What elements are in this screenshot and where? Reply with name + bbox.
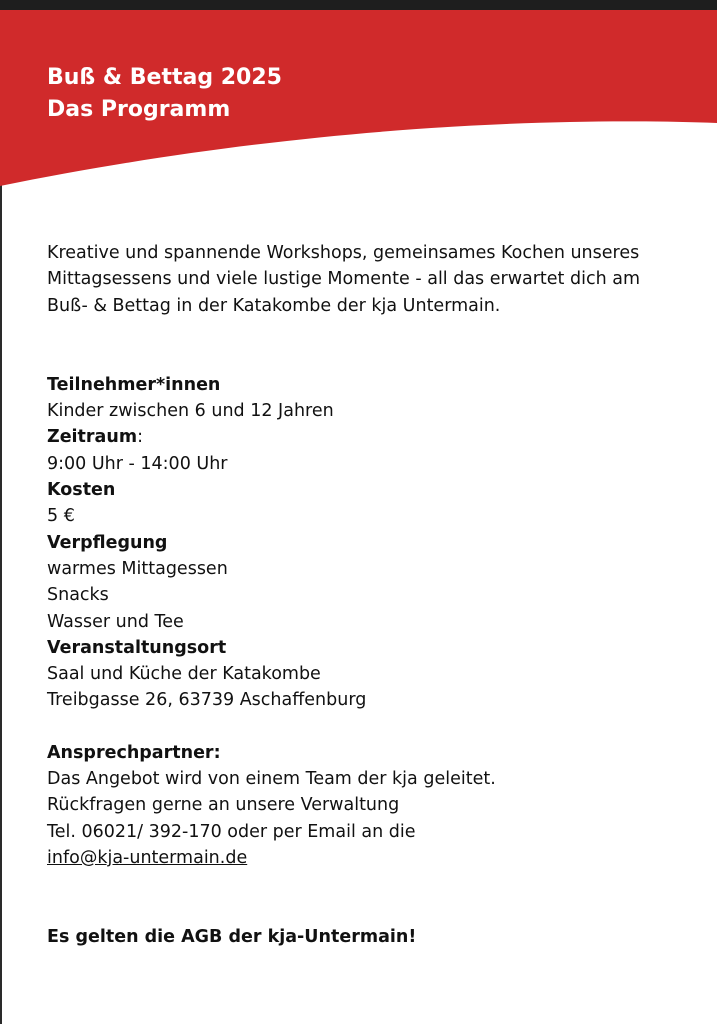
catering-item: Wasser und Tee [47, 611, 184, 632]
catering-label: Verpflegung [47, 532, 168, 553]
page-title [47, 62, 282, 126]
title-line-1: Buß & Bettag 2025 [47, 65, 282, 90]
cost-value: 5 € [47, 506, 75, 527]
time-label: Zeitraum [47, 427, 138, 448]
top-dark-strip [0, 0, 717, 10]
terms-notice: Es gelten die AGB der kja-Untermain! [47, 927, 417, 948]
intro-paragraph: Kreative und spannende Workshops, gemeinsames Kochen unseres Mittagsessens und viele lustige Momente - all das erwartet dich am Buß- & Bettag in der Katakombe der kja Untermain. [47, 243, 641, 316]
catering-item: Snacks [47, 585, 109, 606]
venue-label: Veranstaltungsort [47, 637, 227, 658]
title-line-2: Das Programm [47, 97, 231, 122]
contact-section [47, 740, 647, 871]
event-details [47, 372, 647, 714]
catering-item: warmes Mittagessen [47, 558, 228, 579]
time-value: 9:00 Uhr - 14:00 Uhr [47, 453, 228, 474]
cost-label: Kosten [47, 480, 116, 501]
time-colon: : [137, 427, 143, 448]
contact-line-2: Rückfragen gerne an unsere Verwaltung [47, 795, 400, 816]
main-content [47, 240, 647, 951]
venue-line-2: Treibgasse 26, 63739 Aschaffenburg [47, 690, 367, 711]
participants-value: Kinder zwischen 6 und 12 Jahren [47, 401, 334, 422]
contact-label: Ansprechpartner: [47, 742, 221, 763]
venue-line-1: Saal und Küche der Katakombe [47, 664, 321, 685]
participants-label: Teilnehmer*innen [47, 374, 221, 395]
contact-line-1: Das Angebot wird von einem Team der kja geleitet. [47, 769, 496, 790]
contact-line-3: Tel. 06021/ 392-170 oder per Email an die [47, 821, 416, 842]
email-link[interactable]: info@kja-untermain.de [47, 847, 248, 868]
time-heading [47, 424, 647, 450]
